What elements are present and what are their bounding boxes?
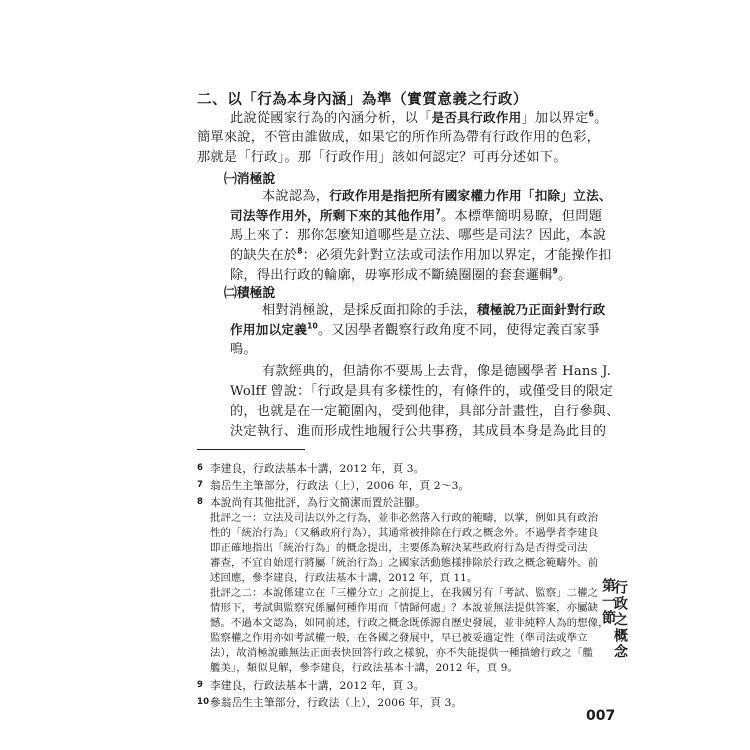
footnote-8-line: 審查，不宜自始逕行將屬「統治行為」之國家活動態樣排除於行政之概念範疇外。前 (210, 557, 599, 569)
body-line: 鳴。 (230, 342, 257, 357)
footnote-8: 8 本說尚有其他批評，為行文簡潔而置於註腳。 (210, 495, 426, 512)
footnote-ref: 8 (297, 246, 303, 256)
footnote-number: 7 (197, 480, 204, 490)
footnote-8-line: 艦美」，類似見解，參李建良，行政法基本十講，2012 年，頁 9。 (210, 662, 518, 674)
footnote-8-line: 情形下，考試與監察究係屬何種作用而「情歸何處」？本說並無法提供答案，亦屬缺 (210, 602, 599, 614)
page-number: 007 (586, 708, 616, 724)
footnote-6: 6 李建良，行政法基本十講，2012 年，頁 3。 (210, 461, 425, 478)
bold-phrase: 是否具行政作用 (431, 110, 522, 125)
body-line: 的，也就是在一定範圍內，受到他律，具部分計畫性，自行參與、 (230, 404, 620, 419)
body-line: Wolff 曾說：「行政是具有多樣性的，有條件的，或僅受目的限定 (230, 384, 614, 399)
body-line: 馬上來了：那你怎麼知道哪些是立法、哪些是司法？因此，本說 (230, 228, 607, 243)
body-line: 除，得出行政的輪廓，毋寧形成不斷繞圈圈的套套邏輯$^9$。 (230, 266, 572, 283)
footnote-ref: 9 (552, 266, 558, 276)
footnote-8-line: 性的「統治行為」（又稱政府行為），其通常被排除在行政之概念外。不過學者李建良 (210, 527, 599, 539)
side-tab-chapter: 第一節 (600, 578, 616, 626)
footnote-8-line: 憾。不過本文認為，如同前述，行政之概念既係源自歷史發展，並非純粹人為的想像， (210, 617, 609, 629)
footnote-ref: 6 (588, 109, 595, 119)
body-line: 司法等作用外，所剩下來的其他作用$^7$。本標準簡明易瞭，但問題 (230, 207, 603, 224)
body-line: 的缺失在於$^8$：必須先針對立法或司法作用加以界定，才能操作扣 (230, 246, 612, 263)
body-line: 相對消極說，是採反面扣除的手法，積極說乃正面針對行政 (262, 302, 606, 318)
subheading-positive-theory: ㈡積極說 (224, 286, 276, 301)
body-line: 那就是「行政」。那「行政作用」該如何認定？可再分述如下。 (197, 150, 567, 165)
section-heading: 二、以「行為本身內涵」為準（實質意義之行政） (197, 92, 529, 108)
footnote-number: 9 (197, 680, 204, 690)
footnote-8-line: 即正確地指出「統治行為」的概念提出，主要係為解決某些政府行為是否得受司法 (210, 542, 588, 554)
footnote-10: 10 參翁岳生主筆部分，行政法（上），2006 年，頁 3。 (210, 695, 462, 712)
bold-phrase: 作用加以定義 (230, 322, 308, 337)
body-line: 作用加以定義$^{10}$。又因學者觀察行政角度不同，使得定義百家爭 (230, 321, 601, 338)
bold-phrase: 行政作用是指把所有國家權力作用「扣除」立法、 (329, 188, 612, 203)
side-tab-section: 行政之概念 (612, 580, 628, 660)
heading-emphasis: 行為本身內涵 (257, 92, 347, 108)
bold-phrase: 司法等作用外，所剩下來的其他作用 (230, 208, 436, 223)
footnote-9: 9 李建良，行政法基本十講，2012 年，頁 3。 (210, 678, 425, 695)
footnote-8-line: 監察權之作用亦如考試權一般，在各國之發展中，早已被妥適定性（準司法或準立 (210, 632, 588, 644)
footnote-7: 7 翁岳生主筆部分，行政法（上），2006 年，頁 2～3。 (210, 478, 469, 495)
footnote-8-line: 批評之一：立法及司法以外之行為，並非必然落入行政的範疇，以掌，例如具有政治 (210, 512, 599, 524)
footnote-number: 6 (197, 463, 204, 473)
footnote-ref: 7 (435, 207, 441, 217)
body-line: 本說認為，行政作用是指把所有國家權力作用「扣除」立法、 (262, 188, 612, 204)
footnote-number: 10 (197, 697, 210, 707)
body-line: 此說從國家行為的內涵分析，以「是否具行政作用」加以界定$^6$。 (230, 109, 608, 126)
footnote-divider (197, 449, 305, 450)
bold-phrase: 積極說乃正面針對行政 (477, 302, 606, 317)
footnote-8-line: 述回應，參李建良，行政法基本十講，2012 年，頁 11。 (210, 572, 478, 584)
body-line: 簡單來說，不管由誰做成，如果它的所作所為帶有行政作用的色彩， (197, 130, 601, 145)
footnote-8-line: 批評之二：本說係建立在「三權分立」之前提上，在我國另有「考試、監察」二權之 (210, 587, 599, 599)
subheading-negative-theory: ㈠消極說 (224, 172, 276, 187)
footnote-8-line: 法），故消極說雖無法正面表快回答行政之樣貌，亦不失能提供一種描繪行政之「艦 (210, 647, 593, 659)
footnote-number: 8 (197, 497, 204, 507)
body-line: 決定執行、進而形成性地履行公共事務，其成員本身是為此目的 (230, 424, 607, 439)
footnote-ref: 10 (307, 321, 318, 331)
heading-paren: 實質意義之行政 (407, 92, 513, 108)
body-line: 有款經典的，但請你不要馬上去背，像是德國學者 Hans J. (262, 364, 612, 379)
